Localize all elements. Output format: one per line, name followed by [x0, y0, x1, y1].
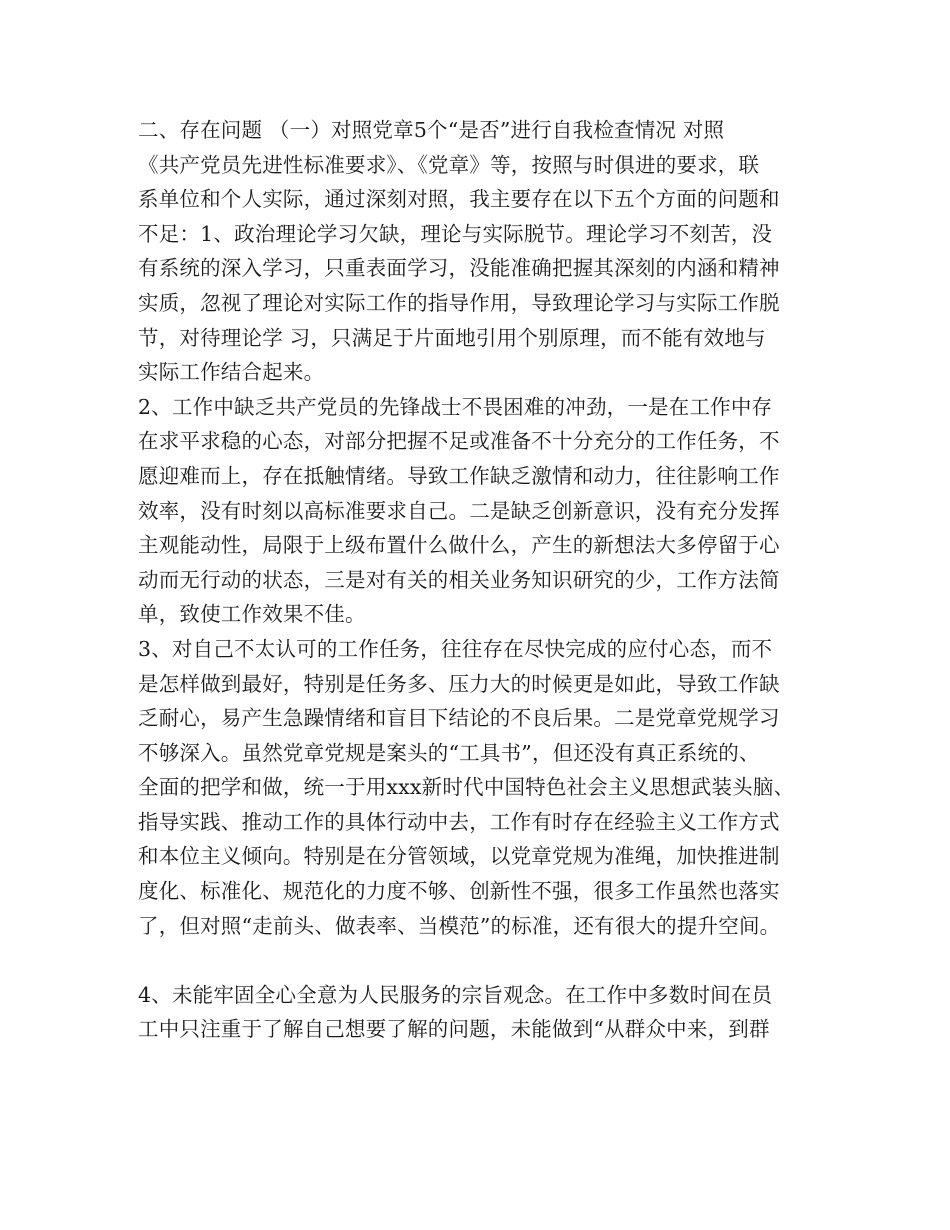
- text-line: 主观能动性，局限于上级布置什么做什么，产生的新想法大多停留于心: [138, 533, 780, 558]
- text-line: 不足：1、政治理论学习欠缺，理论与实际脱节。理论学习不刻苦，没: [138, 221, 773, 246]
- text-line: 《共产党员先进性标准要求》、《党章》等，按照与时俱进的要求，联: [138, 152, 760, 177]
- text-line: 实质，忽视了理论对实际工作的指导作用，导致理论学习与实际工作脱: [138, 290, 780, 315]
- text-line: 3、对自己不太认可的工作任务，往往存在尽快完成的应付心态，而不: [138, 636, 773, 661]
- text-line: 愿迎难而上，存在抵触情绪。导致工作缺乏激情和动力，往往影响工作: [138, 463, 780, 488]
- text-line: 2、工作中缺乏共产党员的先锋战士不畏困难的冲劲，一是在工作中存: [138, 394, 773, 419]
- text-line: 指导实践、推动工作的具体行动中去，工作有时存在经验主义工作方式: [138, 809, 780, 834]
- text-line: 全面的把学和做，统一于用xxx新时代中国特色社会主义思想武装头脑、: [138, 775, 795, 800]
- text-line: 效率，没有时刻以高标准要求自己。二是缺乏创新意识，没有充分发挥: [138, 498, 780, 523]
- text-line: 有系统的深入学习，只重表面学习，没能准确把握其深刻的内涵和精神: [138, 256, 780, 281]
- text-line: 乏耐心，易产生急躁情绪和盲目下结论的不良后果。二是党章党规学习: [138, 706, 780, 731]
- text-line: 二、存在问题 （一）对照党章5个“是否”进行自我检查情况 对照: [138, 118, 725, 142]
- text-line: 动而无行动的状态，三是对有关的相关业务知识研究的少，工作方法简: [138, 567, 780, 592]
- text-line: 工中只注重于了解自己想要了解的问题，未能做到“从群众中来，到群: [138, 1017, 770, 1042]
- text-line: 在求平求稳的心态，对部分把握不足或准备不十分充分的工作任务，不: [138, 429, 780, 454]
- text-line: 单，致使工作效果不佳。: [138, 602, 366, 627]
- text-line: 实际工作结合起来。: [138, 360, 325, 385]
- document-body: [138, 113, 828, 1047]
- text-line: 不够深入。虽然党章党规是案头的“工具书”，但还没有真正系统的、: [138, 740, 760, 765]
- paragraph-gap: [138, 943, 828, 978]
- text-line: 4、未能牢固全心全意为人民服务的宗旨观念。在工作中多数时间在员: [138, 982, 773, 1007]
- text-line: 节，对待理论学 习，只满足于片面地引用个别原理，而不能有效地与: [138, 325, 766, 350]
- text-line: 度化、标准化、规范化的力度不够、创新性不强，很多工作虽然也落实: [138, 879, 780, 904]
- text-line: 系单位和个人实际，通过深刻对照，我主要存在以下五个方面的问题和: [138, 187, 780, 212]
- text-line: 是怎样做到最好，特别是任务多、压力大的时候更是如此，导致工作缺: [138, 671, 780, 696]
- text-line: 和本位主义倾向。特别是在分管领域，以党章党规为准绳，加快推进制: [138, 844, 780, 869]
- text-line: 了，但对照“走前头、做表率、当模范”的标准，还有很大的提升空间。: [138, 913, 781, 938]
